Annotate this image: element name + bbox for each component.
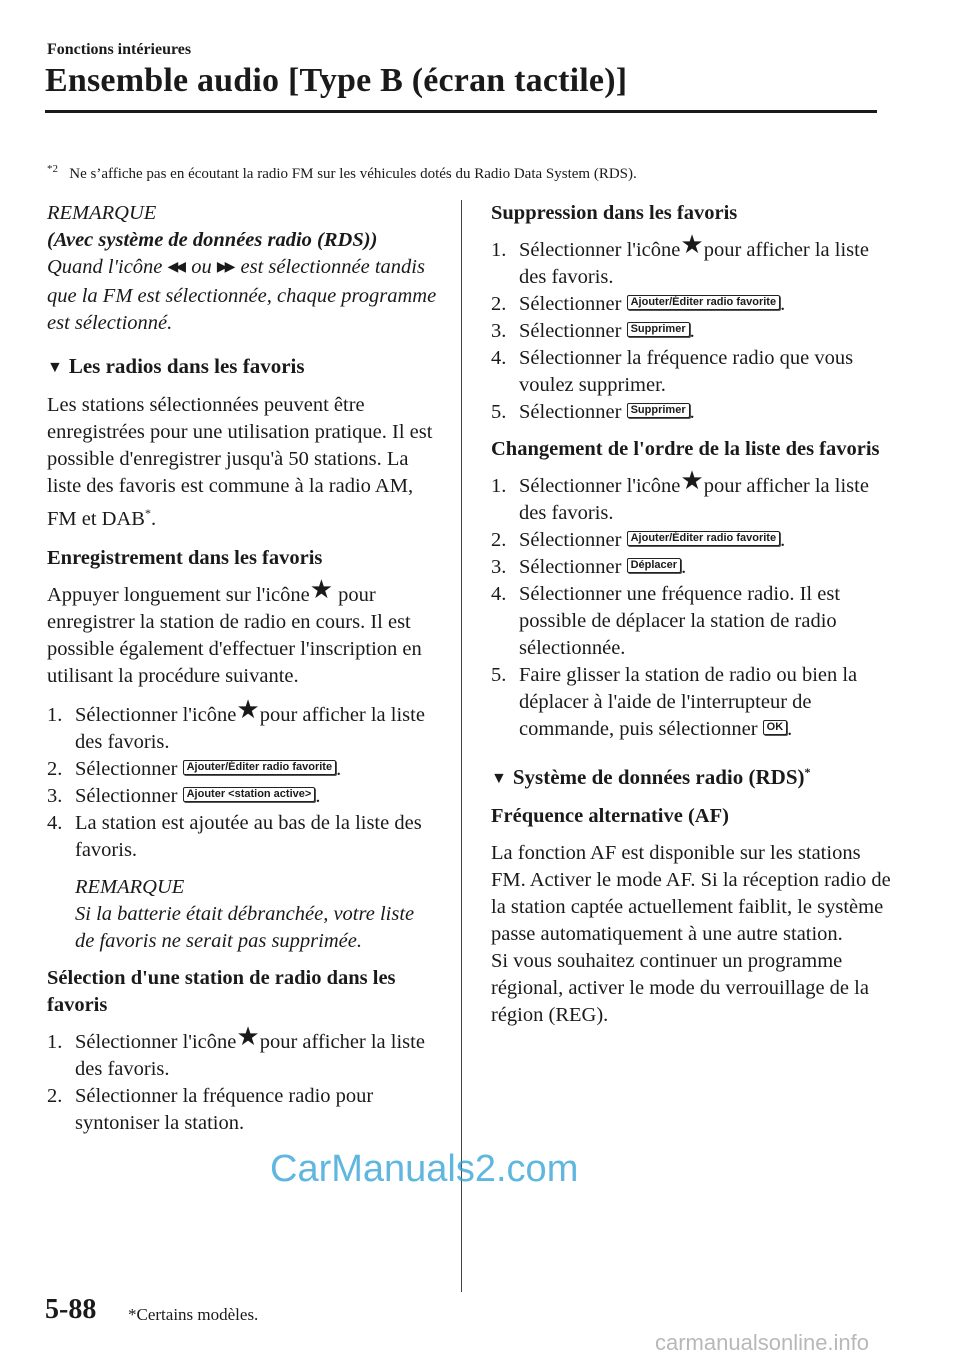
delete-steps: [491, 230, 891, 426]
add-edit-favorite-button[interactable]: Ajouter/Éditer radio favorite: [627, 295, 780, 310]
footnote-text: Ne s’affiche pas en écoutant la radio FM sur les véhicules dotés du Radio Data System (RDS).: [69, 166, 637, 182]
step-number: 2.: [47, 757, 63, 780]
triangle-down-icon: ▼: [47, 359, 63, 376]
step-text: Sélectionner: [75, 757, 178, 780]
step-number: 3.: [47, 784, 63, 807]
step-text: Sélectionner l'icône: [519, 239, 681, 261]
seek-back-icon: ◀◀: [167, 259, 184, 275]
note-text-a: Quand l'icône: [47, 256, 163, 278]
list-item: [47, 810, 437, 864]
step-text: Sélectionner la fréquence radio que vous voulez supprimer.: [519, 347, 854, 396]
triangle-down-icon: ▼: [491, 770, 507, 787]
page-title: Ensemble audio [Type B (écran tactile)]: [45, 62, 628, 99]
step-number: 3.: [491, 320, 507, 342]
list-item: [491, 466, 891, 527]
step-text: Sélectionner: [519, 293, 622, 315]
af-text-2: Si vous souhaitez continuer un programme régional, activer le mode du verrouillage de la région (REG).: [491, 950, 869, 1026]
step-number: 1.: [47, 703, 63, 726]
step-number: 1.: [491, 239, 507, 261]
step-text: Sélectionner l'icône: [75, 703, 237, 726]
footnote-mark: *: [144, 506, 151, 520]
select-steps: [47, 1021, 437, 1137]
step-number: 2.: [491, 529, 507, 551]
list-item: 2. Sélectionner Ajouter/Éditer radio favorite .: [491, 527, 891, 554]
watermark-online: carmanualsonline.info: [655, 1330, 870, 1355]
step-text: Sélectionner: [519, 320, 622, 342]
ok-button[interactable]: OK: [763, 720, 788, 735]
step-text: pour afficher la liste des favoris.: [519, 475, 869, 524]
step-number: 4.: [491, 583, 507, 605]
list-item: [47, 1021, 437, 1083]
step-number: 3.: [491, 556, 507, 578]
favorites-intro: Les stations sélectionnées peuvent être enregistrées pour une utilisation pratique. Il est possible d'enregistrer jusqu'à 50 stations. La liste des favoris est commune à la radio AM, FM et DAB*.: [47, 394, 433, 530]
note-rds: [47, 200, 437, 337]
move-button[interactable]: Déplacer: [627, 558, 681, 573]
step-text: Sélectionner une fréquence radio. Il est possible de déplacer la station de radio sélectionnée.: [519, 583, 841, 659]
list-item: 3. Sélectionner Ajouter <station active> .: [47, 783, 437, 810]
step-text: pour afficher la liste des favoris.: [519, 239, 869, 288]
note-text: [47, 254, 437, 337]
footnote: [47, 163, 637, 183]
step-number: 2.: [47, 1084, 63, 1107]
add-edit-favorite-button[interactable]: Ajouter/Éditer radio favorite: [183, 760, 336, 775]
footnote-mark: *: [804, 765, 811, 779]
rds-heading: [491, 759, 891, 793]
step-number: 4.: [491, 347, 507, 369]
favorites-heading: [47, 353, 437, 382]
register-steps: [47, 694, 437, 864]
right-column: [491, 200, 891, 1041]
page-number: 5-88: [45, 1294, 97, 1325]
register-text-b: pour enregistrer la station de radio en cours. Il est possible également d'effectuer l'inscription en utilisant la procédure suivante.: [47, 583, 422, 687]
star-icon: ★: [680, 230, 704, 260]
step-text: Sélectionner l'icône: [75, 1030, 237, 1053]
watermark-carmanuals: CarManuals2.com: [270, 1148, 579, 1190]
title-rule: [45, 110, 877, 113]
step-number: 1.: [491, 475, 507, 497]
register-heading: Enregistrement dans les favoris: [47, 546, 323, 569]
star-icon: ★: [309, 574, 334, 605]
left-column: [47, 200, 437, 1147]
step-number: 2.: [491, 293, 507, 315]
list-item: 2. Sélectionner Ajouter/Éditer radio favorite .: [47, 756, 437, 783]
favorites-intro-text: Les stations sélectionnées peuvent être enregistrées pour une utilisation pratique. Il est possible d'enregistrer jusqu'à 50 stations. La liste des favoris est commune à la radio AM, FM et DAB: [47, 394, 433, 530]
step-text: La station est ajoutée au bas de la liste des favoris.: [75, 811, 422, 861]
step-text: Sélectionner: [75, 784, 178, 807]
note-title: REMARQUE: [47, 202, 157, 224]
select-heading: Sélection d'une station de radio dans les favoris: [47, 966, 396, 1016]
step-number: 5.: [491, 664, 507, 686]
step-number: 1.: [47, 1030, 63, 1053]
note-battery: [47, 874, 437, 955]
af-text-1: La fonction AF est disponible sur les stations FM. Activer le mode AF. Si la réception radio de la station captée actuellement faiblit, le système passe automatiquement à une autre station.: [491, 842, 891, 945]
rds-heading-text: Système de données radio (RDS): [512, 765, 805, 789]
list-item: 3. Sélectionner Déplacer .: [491, 554, 891, 581]
footer-note: *Certains modèles.: [128, 1305, 259, 1324]
note-title: REMARQUE: [75, 875, 185, 898]
column-divider: [461, 200, 462, 1292]
step-number: 4.: [47, 811, 63, 834]
note-text-b: est sélectionnée tandis que la FM est sélectionnée, chaque programme est sélectionné.: [47, 256, 437, 334]
order-steps: [491, 466, 891, 743]
list-item: [47, 694, 437, 756]
note-text: Si la batterie était débranchée, votre liste de favoris ne serait pas supprimée.: [75, 902, 415, 952]
step-text: Sélectionner la fréquence radio pour syntoniser la station.: [75, 1084, 374, 1134]
delete-heading: Suppression dans les favoris: [491, 202, 738, 224]
order-heading: Changement de l'ordre de la liste des favoris: [491, 438, 880, 460]
star-icon: ★: [236, 1021, 260, 1052]
list-item: 5. Sélectionner Supprimer .: [491, 399, 891, 426]
list-item: [491, 581, 891, 662]
step-text: Sélectionner l'icône: [519, 475, 681, 497]
register-text: [47, 574, 437, 690]
list-item: 3. Sélectionner Supprimer .: [491, 318, 891, 345]
step-text: Sélectionner: [519, 529, 622, 551]
step-text: Sélectionner: [519, 401, 622, 423]
step-text: Sélectionner: [519, 556, 622, 578]
delete-button[interactable]: Supprimer: [627, 322, 690, 337]
seek-forward-icon: ▶▶: [216, 259, 233, 275]
star-icon: ★: [680, 466, 704, 496]
step-text: Faire glisser la station de radio ou bien la déplacer à l'aide de l'interrupteur de commande, puis sélectionner: [519, 664, 858, 740]
register-text-a: Appuyer longuement sur l'icône: [47, 583, 310, 606]
list-item: [491, 345, 891, 399]
favorites-heading-text: Les radios dans les favoris: [68, 354, 305, 378]
footnote-marker: *2: [47, 163, 58, 175]
note-subtitle: (Avec système de données radio (RDS)): [47, 229, 378, 251]
add-edit-favorite-button[interactable]: Ajouter/Éditer radio favorite: [627, 531, 780, 546]
list-item: 2. Sélectionner Ajouter/Éditer radio favorite .: [491, 291, 891, 318]
list-item: 5. Faire glisser la station de radio ou bien la déplacer à l'aide de l'interrupteur de commande, puis sélectionner OK .: [491, 664, 858, 740]
delete-button[interactable]: Supprimer: [627, 403, 690, 418]
step-number: 5.: [491, 401, 507, 423]
section-label: Fonctions intérieures: [47, 41, 192, 58]
af-heading: Fréquence alternative (AF): [491, 805, 729, 827]
list-item: [491, 230, 891, 291]
step-text: pour afficher la liste des favoris.: [75, 703, 425, 753]
list-item: [47, 1083, 437, 1137]
note-text-or: ou: [191, 256, 212, 278]
step-text: pour afficher la liste des favoris.: [75, 1030, 425, 1080]
star-icon: ★: [236, 694, 260, 725]
add-active-station-button[interactable]: Ajouter <station active>: [183, 787, 316, 802]
